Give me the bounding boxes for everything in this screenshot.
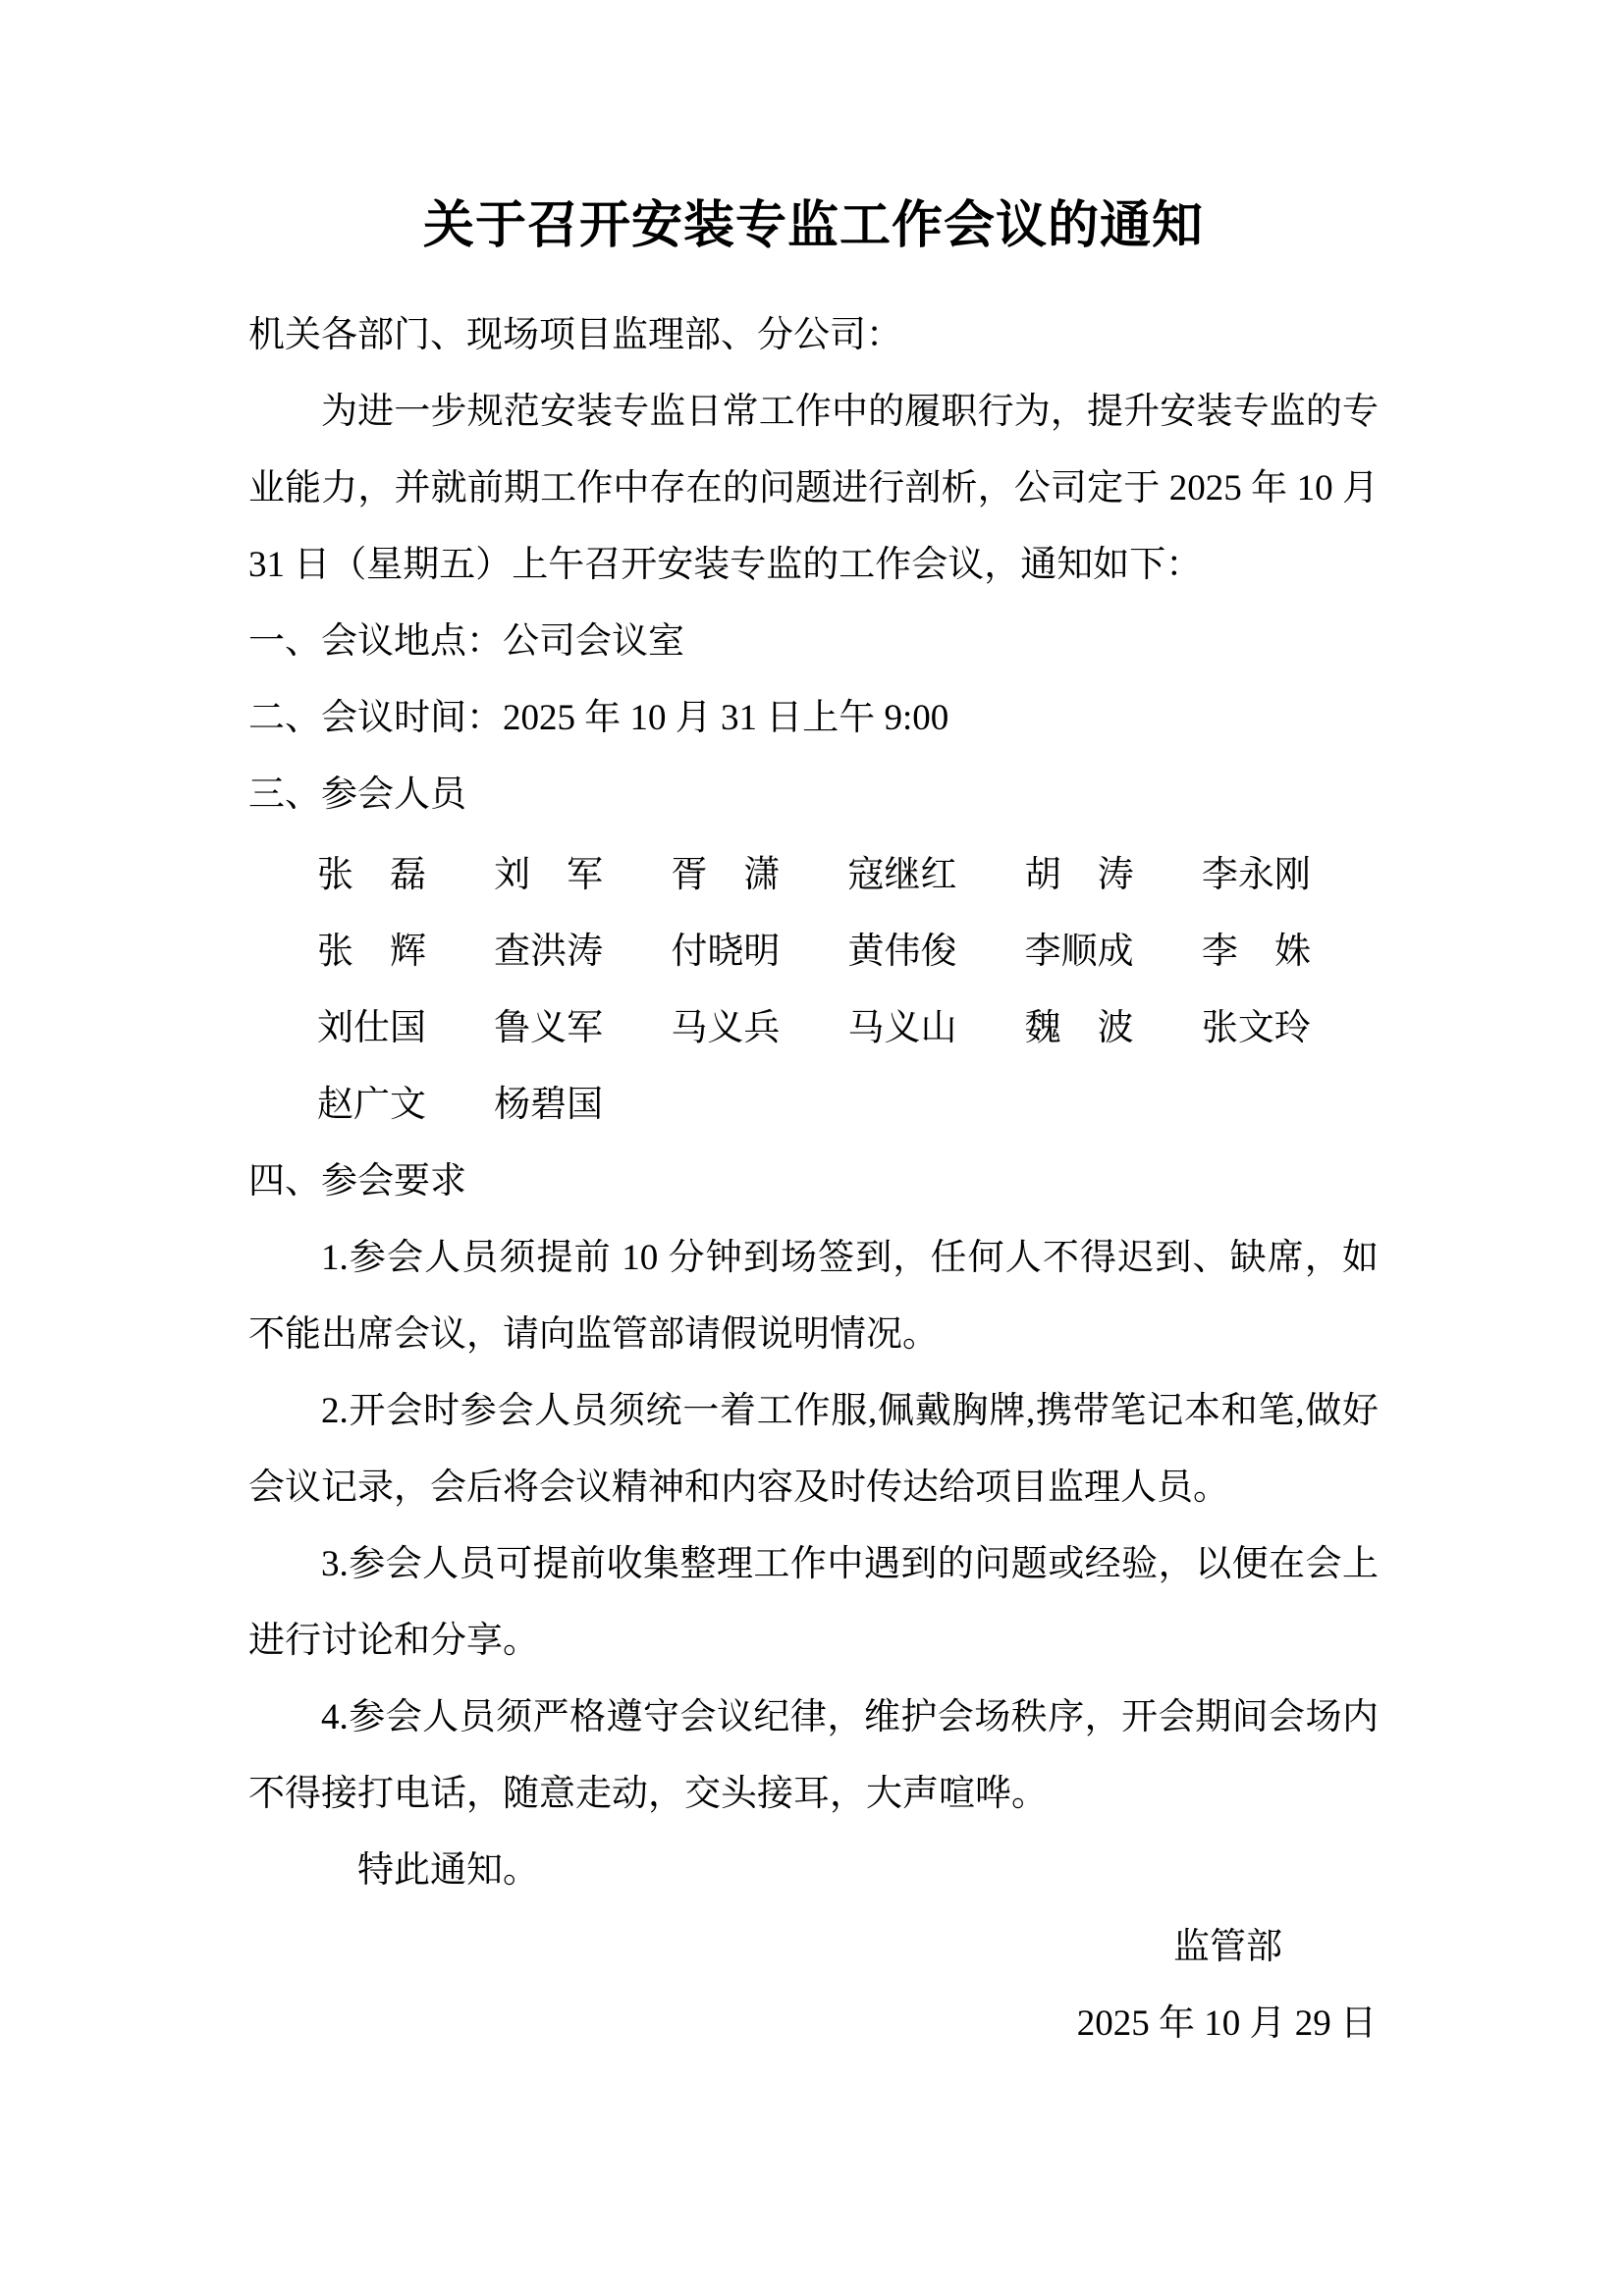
attendee-name: 李顺成 xyxy=(1024,932,1134,972)
signature-date: 2025 年 10 月 29 日 xyxy=(1076,2003,1377,2044)
intro-paragraph: 为进一步规范安装专监日常工作中的履职行为，提升安装专监的专业能力，并就前期工作中存在的问题进行剖析，公司定于 2025 年 10 月 31 日（星期五）上午召开安装专监的工作会议，通知如下： xyxy=(248,392,1379,585)
attendee-name: 刘 军 xyxy=(494,855,604,895)
attendee-row xyxy=(317,914,1379,990)
requirement-paragraph: 3.参会人员可提前收集整理工作中遇到的问题或经验，以便在会上进行讨论和分享。 xyxy=(248,1544,1379,1661)
signature-block xyxy=(248,1909,1379,2062)
attendee-list xyxy=(248,837,1379,1144)
attendee-name: 鲁义军 xyxy=(494,1008,604,1048)
section-attendees-heading: 三、参会人员 xyxy=(248,774,466,815)
attendee-name: 赵广文 xyxy=(317,1085,426,1125)
attendee-name: 刘仕国 xyxy=(317,1008,426,1048)
signature-department: 监管部 xyxy=(1173,1927,1282,1967)
attendee-name: 马义山 xyxy=(847,1008,957,1048)
attendee-name: 查洪涛 xyxy=(494,932,604,972)
attendee-name: 胡 涛 xyxy=(1024,855,1134,895)
section-location: 一、会议地点：公司会议室 xyxy=(248,621,684,662)
attendee-row xyxy=(317,1067,1379,1144)
attendee-name: 张 辉 xyxy=(317,932,426,972)
salutation-line: 机关各部门、现场项目监理部、分公司： xyxy=(248,315,902,355)
section-time: 二、会议时间：2025 年 10 月 31 日上午 9:00 xyxy=(248,698,949,738)
attendee-name: 张 磊 xyxy=(317,855,426,895)
attendee-name: 胥 潇 xyxy=(671,855,781,895)
section-requirements-heading: 四、参会要求 xyxy=(248,1161,466,1201)
attendee-name: 李 姝 xyxy=(1201,932,1311,972)
attendee-name: 付晓明 xyxy=(671,932,781,972)
attendee-name: 魏 波 xyxy=(1024,1008,1134,1048)
attendee-name: 张文玲 xyxy=(1201,1008,1311,1048)
requirement-paragraph: 4.参会人员须严格遵守会议纪律，维护会场秩序，开会期间会场内不得接打电话，随意走动，交头接耳，大声喧哗。 xyxy=(248,1697,1379,1814)
requirement-paragraph: 1.参会人员须提前 10 分钟到场签到，任何人不得迟到、缺席，如不能出席会议，请向监管部请假说明情况。 xyxy=(248,1238,1379,1355)
attendee-name: 黄伟俊 xyxy=(847,932,957,972)
attendee-name: 李永刚 xyxy=(1201,855,1311,895)
attendee-row xyxy=(317,990,1379,1067)
attendee-name: 马义兵 xyxy=(671,1008,781,1048)
requirement-paragraph: 2.开会时参会人员须统一着工作服,佩戴胸牌,携带笔记本和笔,做好会议记录，会后将会议精神和内容及时传达给项目监理人员。 xyxy=(248,1391,1379,1508)
closing-line: 特此通知。 xyxy=(357,1850,539,1891)
attendee-row xyxy=(317,837,1379,914)
document-title: 关于召开安装专监工作会议的通知 xyxy=(422,197,1204,254)
attendee-name: 杨碧国 xyxy=(494,1085,604,1125)
attendee-name: 寇继红 xyxy=(847,855,957,895)
